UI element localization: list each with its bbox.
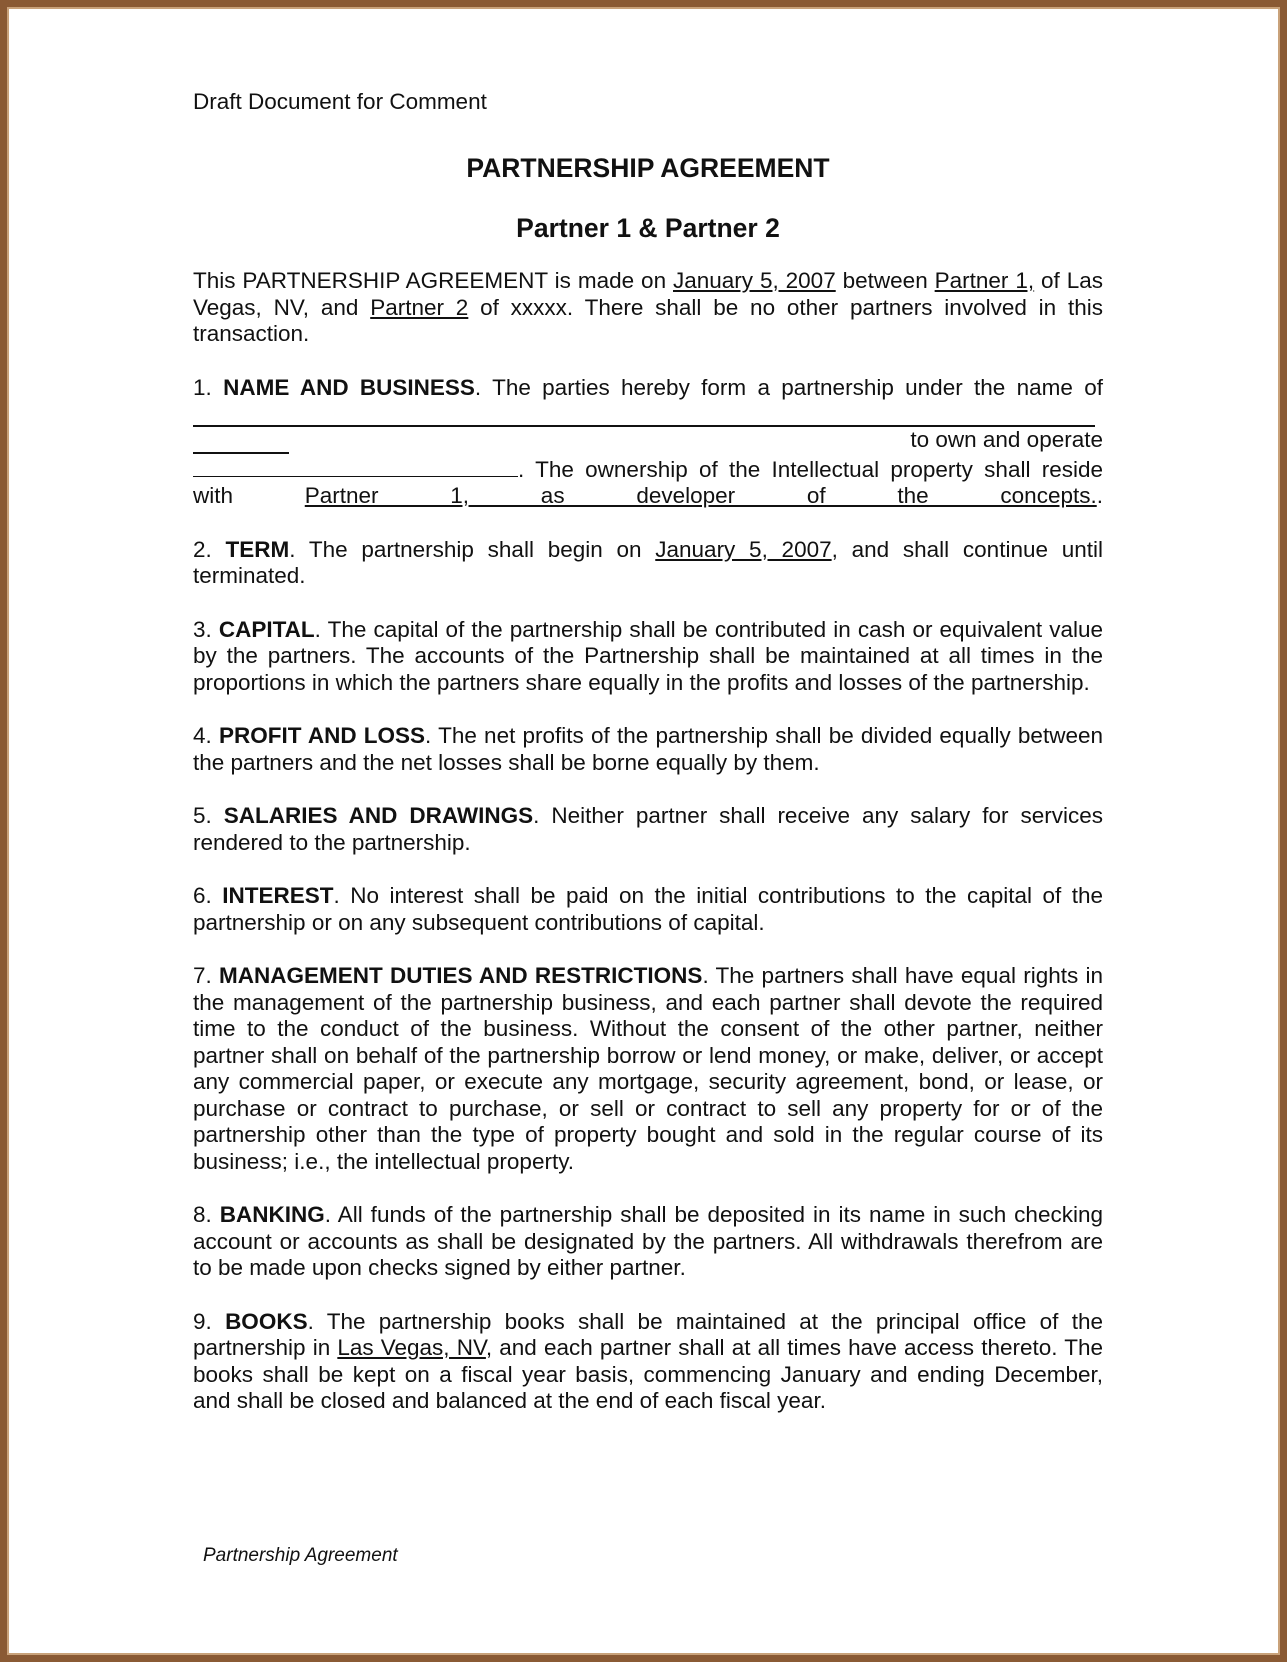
section-capital: 3. CAPITAL. The capital of the partnership shall be contributed in cash or equivalent value by the partners. The accounts of the Partnership shall be maintained at all times in the proportions in which the partners share equally in the profits and losses of the partnership. bbox=[193, 616, 1103, 695]
name-blank-line bbox=[193, 401, 1095, 427]
section-interest: 6. INTEREST. No interest shall be paid on the initial contributions to the capital of the partnership or on any subsequent contributions of capital. bbox=[193, 883, 1103, 935]
agreement-date: January 5, 2007 bbox=[673, 268, 836, 293]
section-heading: BANKING bbox=[219, 1202, 325, 1227]
document-title: PARTNERSHIP AGREEMENT bbox=[466, 153, 830, 183]
section-books: 9. BOOKS. The partnership books shall be maintained at the principal office of the partnership in Las Vegas, NV, and each partner shall at all times have access thereto. The books shall be kept on a fiscal year basis, commencing January and ending December, and shall be closed and balanced at the end of each fiscal year. bbox=[193, 1308, 1103, 1413]
section-banking: 8. BANKING. All funds of the partnership shall be deposited in its name in such checking account or accounts as shall be designated by the partners. All withdrawals therefrom are to be made upon checks signed by either partner. bbox=[193, 1202, 1103, 1280]
section-heading: NAME AND BUSINESS bbox=[223, 374, 475, 400]
section-heading: PROFIT AND LOSS bbox=[218, 723, 426, 748]
partner1-name: Partner 1, bbox=[934, 268, 1035, 293]
section-term: 2. TERM. The partnership shall begin on January 5, 2007, and shall continue until terminated. bbox=[193, 536, 1104, 588]
partner2-name: Partner 2 bbox=[370, 294, 469, 320]
section-heading: TERM bbox=[225, 536, 290, 562]
section-profit-and-loss: 4. PROFIT AND LOSS. The net profits of the partnership shall be divided equally between the partners and the net losses shall be borne equally by them. bbox=[193, 723, 1103, 775]
document-subtitle: Partner 1 & Partner 2 bbox=[516, 213, 780, 243]
section-heading: BOOKS bbox=[225, 1308, 308, 1334]
section-heading: SALARIES AND DRAWINGS bbox=[223, 803, 534, 828]
intro-paragraph: This PARTNERSHIP AGREEMENT is made on January 5, 2007 between Partner 1, of Las Vegas, NV, and Partner 2 of xxxxx. There shall be no other partners involved in this transaction. bbox=[193, 268, 1104, 346]
section-salaries: 5. SALARIES AND DRAWINGS. Neither partner shall receive any salary for services rendered to the partnership. bbox=[193, 803, 1103, 855]
document-body bbox=[193, 89, 1103, 1442]
document-page bbox=[9, 9, 1278, 1653]
ip-owner: Partner 1, as developer of the concepts. bbox=[304, 483, 1097, 508]
section-management: 7. MANAGEMENT DUTIES AND RESTRICTIONS. The partners shall have equal rights in the management of the partnership business, and each partner shall devote the required time to the conduct of the business. Without the consent of the other partner, neither partner shall on behalf of the partnership borrow or lend money, or make, deliver, or accept any commercial paper, or execute any mortgage, security agreement, bond, or lease, or purchase or contract to purchase, or sell or contract to sell any property for or of the partnership other than the type of property bought and sold in the regular course of its business; i.e., the intellectual property. bbox=[193, 963, 1103, 1174]
section-heading: INTEREST bbox=[222, 883, 334, 908]
page-footer: Partnership Agreement bbox=[203, 1545, 398, 1566]
section-name-and-business: 1. NAME AND BUSINESS. The parties hereby form a partnership under the name of to own and operate . The ownership of the Intellectual property shall reside with Partner 1, as developer of the concepts.. bbox=[193, 374, 1103, 508]
name-blank-short bbox=[193, 428, 289, 454]
term-start-date: January 5, 2007 bbox=[655, 536, 832, 562]
draft-label: Draft Document for Comment bbox=[193, 89, 487, 114]
business-blank bbox=[193, 454, 518, 477]
section-heading: MANAGEMENT DUTIES AND RESTRICTIONS bbox=[219, 963, 703, 988]
section-heading: CAPITAL bbox=[218, 616, 315, 642]
office-location: Las Vegas, NV bbox=[337, 1335, 486, 1360]
